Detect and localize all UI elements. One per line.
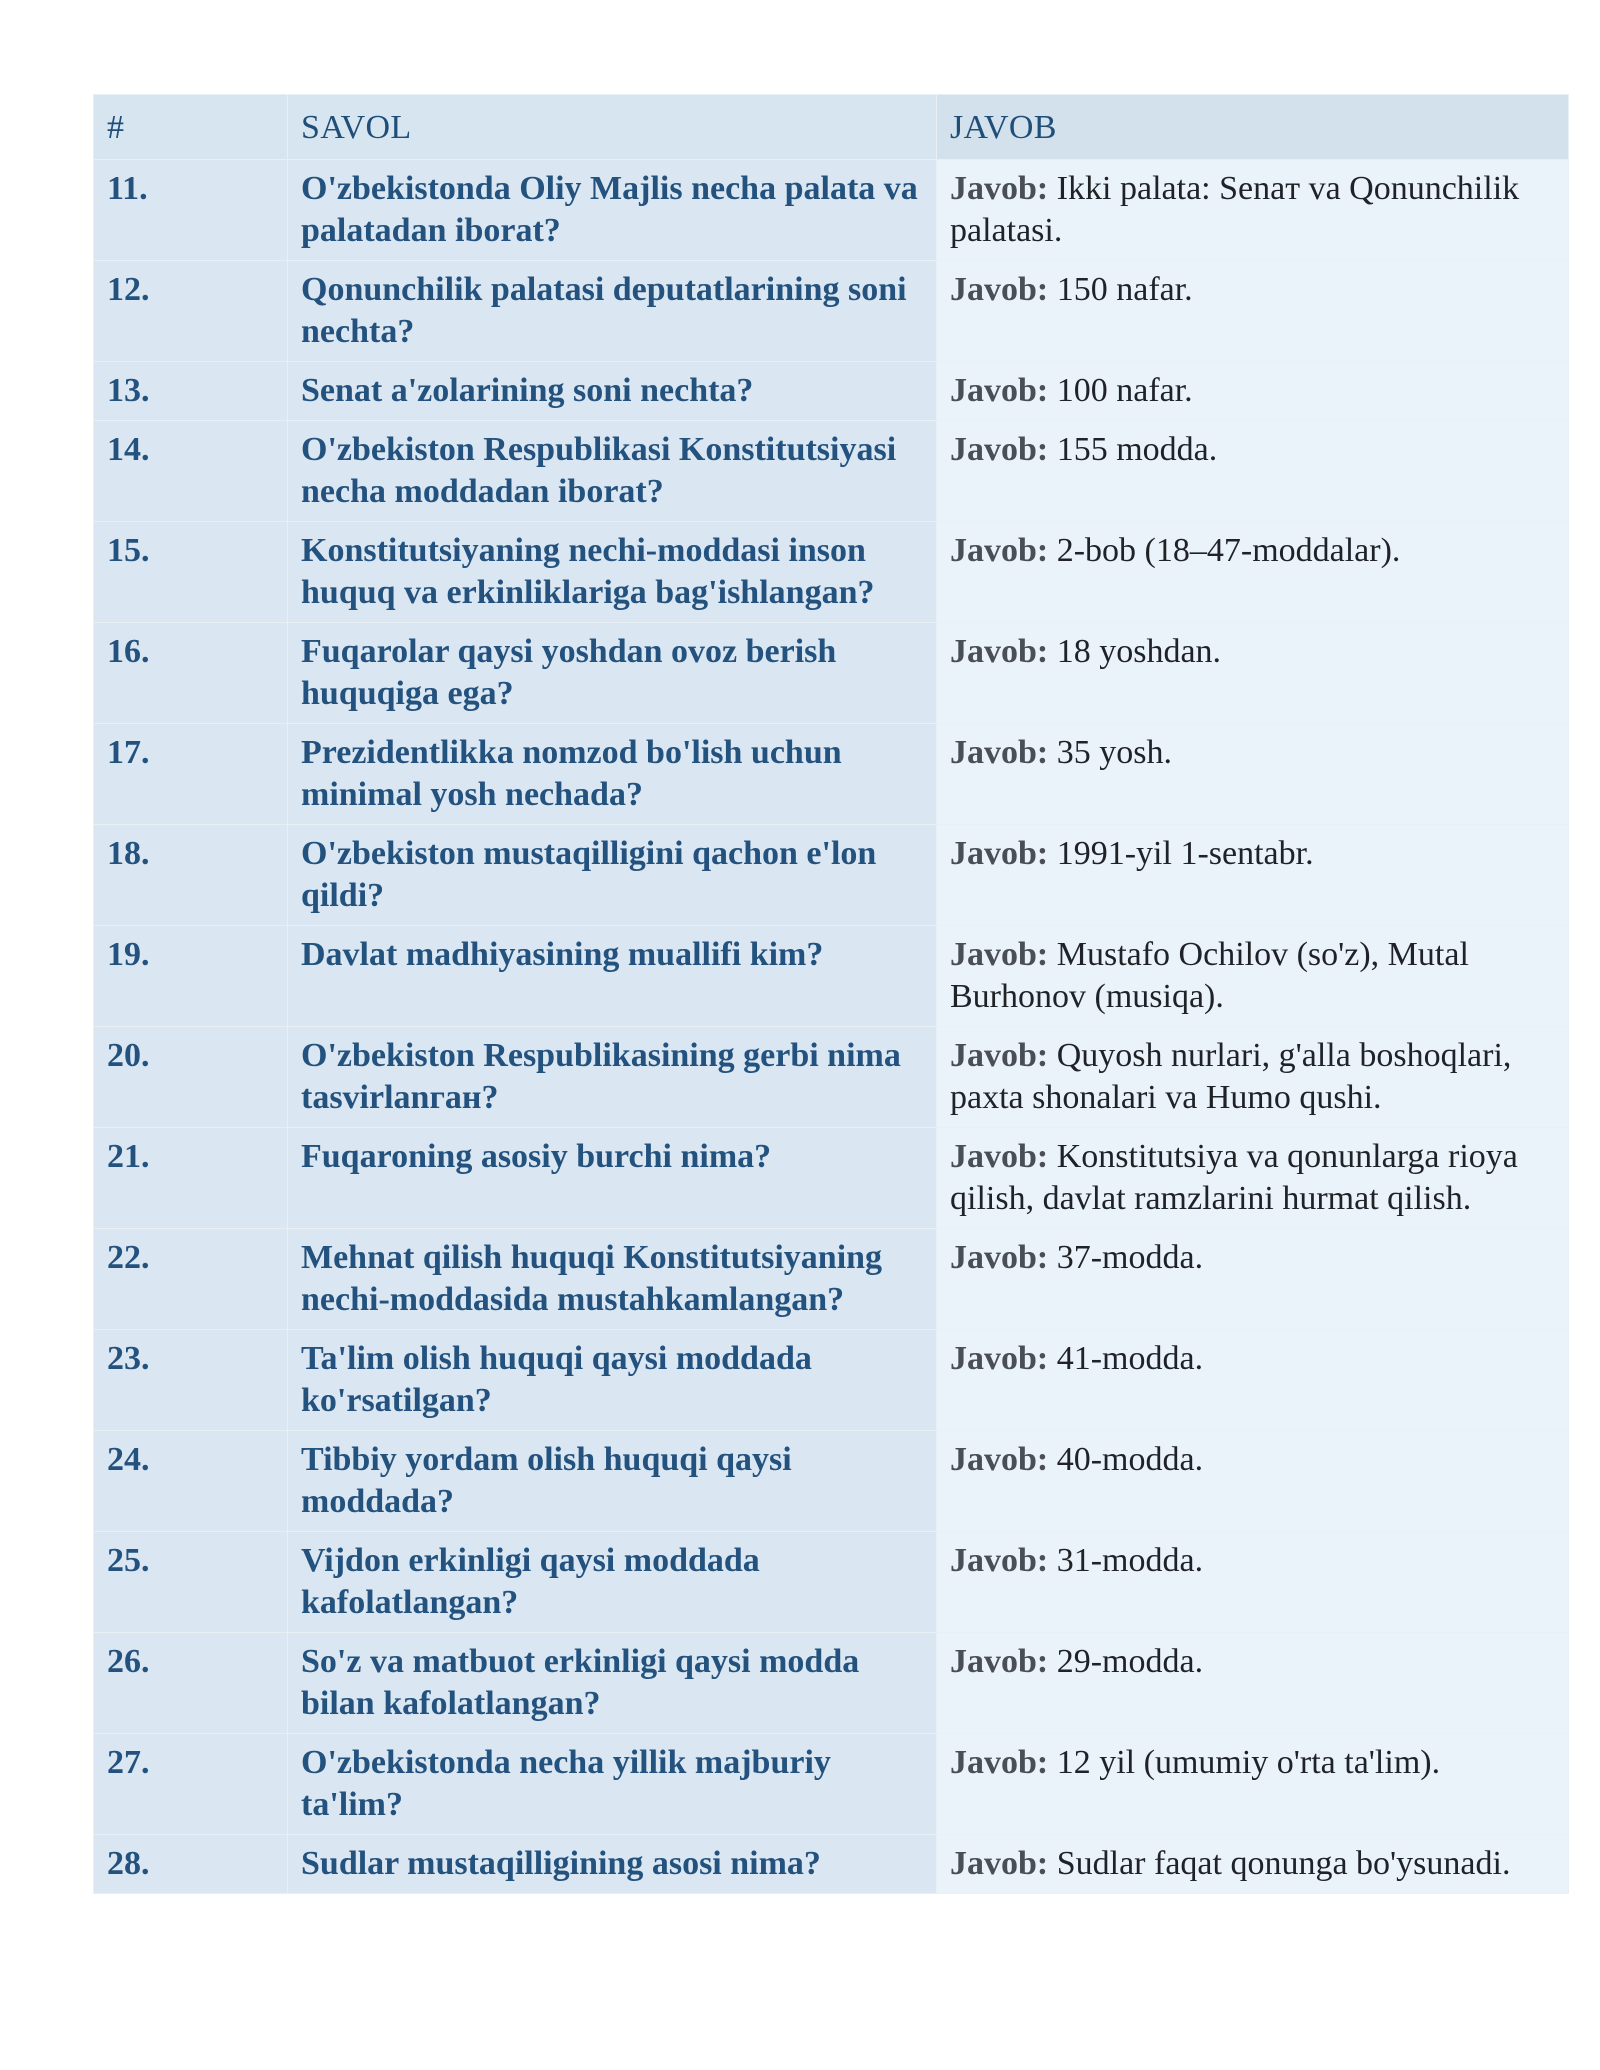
table-row xyxy=(94,160,1569,261)
answer-cell xyxy=(937,1431,1569,1532)
answer-cell xyxy=(937,1734,1569,1835)
answer-cell xyxy=(937,623,1569,724)
question-cell: Fuqaroning asosiy burchi nima? xyxy=(288,1128,937,1229)
table-row xyxy=(94,1128,1569,1229)
answer-cell xyxy=(937,1229,1569,1330)
answer-text: 150 nafar. xyxy=(1056,271,1193,308)
answer-cell xyxy=(937,1835,1569,1894)
table-row xyxy=(94,421,1569,522)
row-number: 19. xyxy=(94,926,288,1027)
row-number: 24. xyxy=(94,1431,288,1532)
row-number: 22. xyxy=(94,1229,288,1330)
row-number: 21. xyxy=(94,1128,288,1229)
header-question: SAVOL xyxy=(288,95,937,160)
table-row xyxy=(94,1633,1569,1734)
answer-cell xyxy=(937,1027,1569,1128)
row-number: 25. xyxy=(94,1532,288,1633)
question-cell: So'z va matbuot erkinligi qaysi modda bilan kafolatlangan? xyxy=(288,1633,937,1734)
table-header xyxy=(94,95,1569,160)
answer-label: Javob: xyxy=(950,734,1049,771)
answer-label: Javob: xyxy=(950,1138,1049,1175)
answer-text: 100 nafar. xyxy=(1056,372,1193,409)
row-number: 13. xyxy=(94,362,288,421)
row-number: 20. xyxy=(94,1027,288,1128)
question-cell: Prezidentlikka nomzod bo'lish uchun minimal yosh nechada? xyxy=(288,724,937,825)
question-cell: O'zbekistonda Oliy Majlis necha palata va palatadan iborat? xyxy=(288,160,937,261)
answer-text: 18 yoshdan. xyxy=(1056,633,1222,670)
qa-document xyxy=(93,94,1568,1894)
question-cell: Fuqarolar qaysi yoshdan ovoz berish huquqiga ega? xyxy=(288,623,937,724)
answer-cell xyxy=(937,1128,1569,1229)
row-number: 26. xyxy=(94,1633,288,1734)
answer-text: 41-modda. xyxy=(1056,1340,1204,1377)
answer-cell xyxy=(937,261,1569,362)
answer-text: Quyosh nurlari, g'alla boshoqlari, paxta shonalari va Humo qushi. xyxy=(950,1037,1512,1116)
answer-label: Javob: xyxy=(950,1643,1049,1680)
row-number: 27. xyxy=(94,1734,288,1835)
question-cell: O'zbekiston mustaqilligini qachon e'lon qildi? xyxy=(288,825,937,926)
table-row xyxy=(94,261,1569,362)
question-cell: O'zbekistonda necha yillik majburiy ta'lim? xyxy=(288,1734,937,1835)
question-cell: Sudlar mustaqilligining asosi nima? xyxy=(288,1835,937,1894)
table-row xyxy=(94,825,1569,926)
table-row xyxy=(94,362,1569,421)
answer-cell xyxy=(937,362,1569,421)
answer-label: Javob: xyxy=(950,271,1049,308)
row-number: 12. xyxy=(94,261,288,362)
answer-label: Javob: xyxy=(950,1845,1049,1882)
table-row xyxy=(94,522,1569,623)
answer-text: 12 yil (umumiy o'rta ta'lim). xyxy=(1056,1744,1441,1781)
answer-label: Javob: xyxy=(950,170,1049,207)
table-body xyxy=(94,160,1569,1894)
answer-text: Ikki palata: Senaт va Qonunchilik palatasi. xyxy=(950,170,1520,249)
question-cell: Davlat madhiyasining muallifi kim? xyxy=(288,926,937,1027)
answer-text: 40-modda. xyxy=(1056,1441,1204,1478)
answer-cell xyxy=(937,522,1569,623)
table-row xyxy=(94,1532,1569,1633)
answer-label: Javob: xyxy=(950,1441,1049,1478)
answer-text: Sudlar faqat qonunga bo'ysunadi. xyxy=(1056,1845,1511,1882)
answer-label: Javob: xyxy=(950,633,1049,670)
qa-table xyxy=(93,94,1569,1894)
answer-cell xyxy=(937,1330,1569,1431)
question-cell: Ta'lim olish huquqi qaysi moddada ko'rsatilgan? xyxy=(288,1330,937,1431)
header-number: # xyxy=(94,95,288,160)
question-cell: Konstitutsiyaning nechi-moddasi inson huquq va erkinliklariga bag'ishlangan? xyxy=(288,522,937,623)
header-row xyxy=(94,95,1569,160)
answer-label: Javob: xyxy=(950,1340,1049,1377)
question-cell: Vijdon erkinligi qaysi moddada kafolatlangan? xyxy=(288,1532,937,1633)
answer-cell xyxy=(937,926,1569,1027)
question-cell: O'zbekiston Respublikasining gerbi nima tasvirlanгaн? xyxy=(288,1027,937,1128)
answer-label: Javob: xyxy=(950,532,1049,569)
table-row xyxy=(94,1330,1569,1431)
row-number: 23. xyxy=(94,1330,288,1431)
answer-cell xyxy=(937,825,1569,926)
answer-cell xyxy=(937,160,1569,261)
answer-label: Javob: xyxy=(950,1037,1049,1074)
answer-text: 2-bob (18–47-moddalar). xyxy=(1056,532,1401,569)
answer-text: 31-modda. xyxy=(1056,1542,1204,1579)
header-answer: JAVOB xyxy=(937,95,1569,160)
answer-label: Javob: xyxy=(950,431,1049,468)
row-number: 16. xyxy=(94,623,288,724)
table-row xyxy=(94,1431,1569,1532)
question-cell: Tibbiy yordam olish huquqi qaysi moddada? xyxy=(288,1431,937,1532)
table-row xyxy=(94,1229,1569,1330)
row-number: 15. xyxy=(94,522,288,623)
answer-label: Javob: xyxy=(950,1744,1049,1781)
answer-text: Konstitutsiya va qonunlarga rioya qilish, davlat ramzlarini hurmat qilish. xyxy=(950,1138,1518,1217)
question-cell: Senat a'zolarining soni nechta? xyxy=(288,362,937,421)
answer-cell xyxy=(937,1532,1569,1633)
answer-text: 155 modda. xyxy=(1056,431,1218,468)
answer-text: 37-modda. xyxy=(1056,1239,1204,1276)
question-cell: O'zbekiston Respublikasi Konstitutsiyasi necha moddadan iborat? xyxy=(288,421,937,522)
question-cell: Qonunchilik palatasi deputatlarining soni nechta? xyxy=(288,261,937,362)
table-row xyxy=(94,1734,1569,1835)
row-number: 17. xyxy=(94,724,288,825)
table-row xyxy=(94,724,1569,825)
answer-label: Javob: xyxy=(950,372,1049,409)
table-row xyxy=(94,623,1569,724)
row-number: 11. xyxy=(94,160,288,261)
answer-text: 29-modda. xyxy=(1056,1643,1204,1680)
row-number: 14. xyxy=(94,421,288,522)
answer-cell xyxy=(937,724,1569,825)
answer-label: Javob: xyxy=(950,1239,1049,1276)
row-number: 18. xyxy=(94,825,288,926)
table-row xyxy=(94,1027,1569,1128)
answer-text: Mustafo Ochilov (so'z), Mutal Burhonov (musiqa). xyxy=(950,936,1469,1015)
question-cell: Mehnat qilish huquqi Konstitutsiyaning nechi-moddasida mustahkamlangan? xyxy=(288,1229,937,1330)
table-row xyxy=(94,1835,1569,1894)
table-row xyxy=(94,926,1569,1027)
answer-text: 1991-yil 1-sentabr. xyxy=(1056,835,1314,872)
row-number: 28. xyxy=(94,1835,288,1894)
answer-label: Javob: xyxy=(950,835,1049,872)
answer-text: 35 yosh. xyxy=(1056,734,1172,771)
answer-label: Javob: xyxy=(950,936,1049,973)
answer-label: Javob: xyxy=(950,1542,1049,1579)
answer-cell xyxy=(937,421,1569,522)
answer-cell xyxy=(937,1633,1569,1734)
